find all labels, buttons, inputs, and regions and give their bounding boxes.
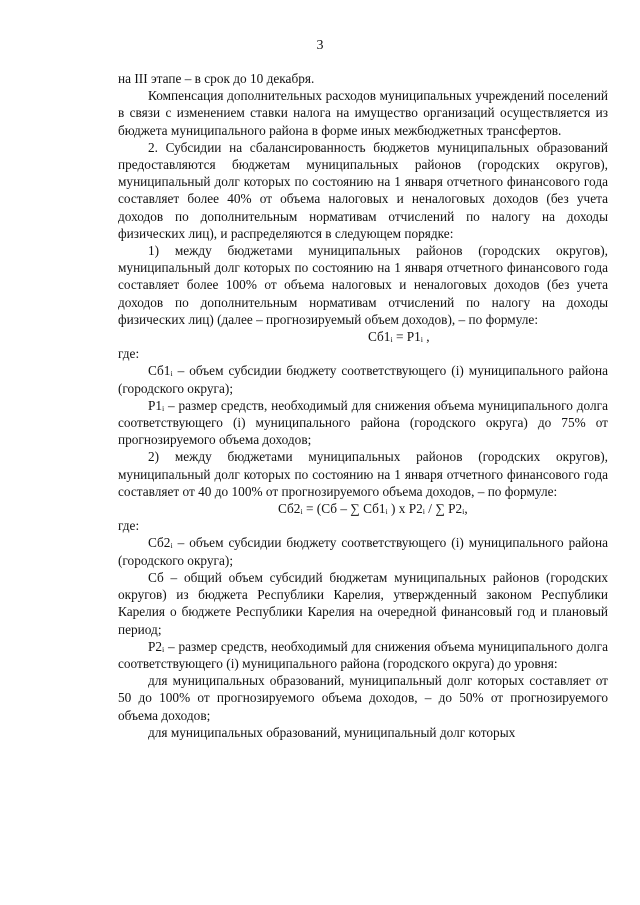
paragraph: 1) между бюджетами муниципальных районов (городских округов), муниципальный долг которых по состоянию на 1 января отчетного финансового года составляет более 100% от объема налоговых и неналоговых доходов (без учета доходов по дополнительным нормативам отчислений по налогу на доходы физических лиц) (далее – прогнозируемый объем доходов), – по формуле:: [118, 243, 608, 327]
formula-where-label: где:: [118, 346, 140, 362]
paragraph: 2. Субсидии на сбалансированность бюджетов муниципальных образований предоставляются бюджетам муниципальных районов (городских округов), муниципальный долг которых по состоянию на 1 января отчетного финансового года составляет более 40% от объема налоговых и неналоговых доходов (без учета доходов по дополнительным нормативам отчислений по налогу на доходы физических лиц), и распределяются в следующем порядке:: [118, 139, 608, 241]
paragraph: Сб – общий объем субсидий бюджетам муниципальных районов (городских округов) из бюджета Республики Карелия, утвержденный законом Республики Карелия о бюджете Республики Карелия на очередной финансовый год и плановый период;: [118, 569, 608, 637]
paragraph: на III этапе – в срок до 10 декабря.: [118, 71, 315, 86]
paragraph: 2) между бюджетами муниципальных районов (городских округов), муниципальный долг которых по состоянию на 1 января отчетного финансового года составляет от 40 до 100% от прогнозируемого объема доходов, – по формуле:: [118, 449, 608, 499]
paragraph: Сб1ᵢ – объем субсидии бюджету соответствующего (i) муниципального района (городского округа);: [118, 363, 608, 396]
document-body: [118, 70, 608, 741]
paragraph: Сб2ᵢ – объем субсидии бюджету соответствующего (i) муниципального района (городского округа);: [118, 535, 608, 568]
page-number: 3: [316, 38, 324, 53]
paragraph: Р2ᵢ – размер средств, необходимый для снижения объема муниципального долга соответствующего (i) муниципального района (городского округа) до уровня:: [118, 638, 608, 671]
paragraph: для муниципальных образований, муниципальный долг которых составляет от 50 до 100% от прогнозируемого объема доходов, – до 50% от прогнозируемого объема доходов;: [118, 673, 608, 723]
paragraph: Р1ᵢ – размер средств, необходимый для снижения объема муниципального долга соответствующего (i) муниципального района (городского округа) до 75% от прогнозируемого объема доходов;: [118, 397, 608, 448]
formula-where-label: где:: [118, 518, 140, 534]
paragraph: для муниципальных образований, муниципальный долг которых: [148, 724, 516, 740]
formula: Сб1ᵢ = Р1ᵢ ,: [368, 329, 430, 345]
formula: Сб2ᵢ = (Сб – ∑ Сб1ᵢ ) х Р2ᵢ / ∑ Р2ᵢ,: [278, 501, 468, 517]
paragraph: Компенсация дополнительных расходов муниципальных учреждений поселений в связи с изменением ставки налога на имущество организаций осуществляется из бюджета муниципального района в форме иных межбюджетных трансфертов.: [118, 88, 608, 138]
